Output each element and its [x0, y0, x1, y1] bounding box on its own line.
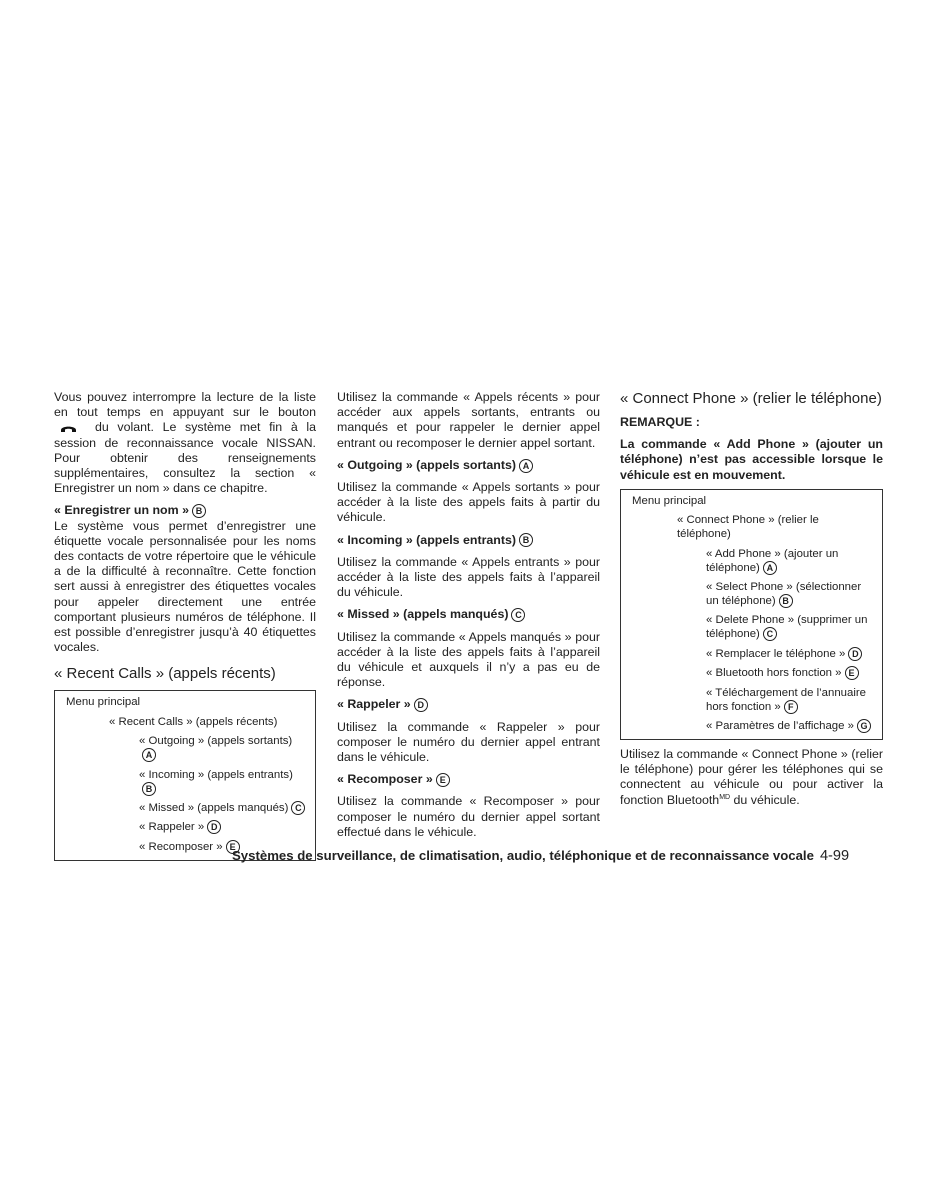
- menu-tree-connect-phone: [620, 489, 883, 740]
- paragraph-incoming: Utilisez la commande « Appels entrants » pour accéder à la liste des appels faits à l’appareil du véhicule.: [337, 554, 600, 600]
- paragraph-interrupt: [54, 390, 316, 496]
- menu-item-label: « Delete Phone » (supprimer un téléphone): [706, 614, 868, 641]
- section-title-recent-calls: « Recent Calls » (appels récents): [54, 665, 276, 683]
- badge: A: [519, 459, 533, 473]
- heading-text: « Recomposer »: [337, 772, 433, 787]
- trademark-sup: MD: [719, 793, 731, 801]
- menu-item: [66, 801, 307, 815]
- badge: D: [414, 698, 428, 712]
- menu-tree-recent-calls: [54, 690, 316, 860]
- heading-text: « Enregistrer un nom »: [54, 503, 189, 518]
- menu-item: [66, 820, 307, 834]
- heading-missed: [337, 607, 600, 622]
- menu-root: Menu principal: [632, 494, 707, 507]
- badge: C: [291, 801, 305, 815]
- paragraph-missed: Utilisez la commande « Appels manqués » pour accéder à la liste des appels faits à l’appareil du véhicule et auxquels il n’y a pas eu de réponse.: [337, 629, 600, 690]
- paragraph-text: Utilisez la commande « Connect Phone » (relier le téléphone) pour gérer les téléphones qui se connectent au véhicule ou pour activer la fonction Bluetooth: [620, 747, 883, 807]
- heading-outgoing: [337, 458, 600, 473]
- badge: B: [779, 594, 793, 608]
- paragraph-outgoing: Utilisez la commande « Appels sortants » pour accéder à la liste des appels faits à partir du véhicule.: [337, 480, 600, 525]
- menu-sub: « Recent Calls » (appels récents): [109, 715, 278, 728]
- badge: G: [857, 719, 871, 733]
- badge: E: [845, 666, 859, 680]
- badge: C: [511, 608, 525, 622]
- menu-item-label: « Recomposer »: [139, 840, 223, 853]
- chapter-title: Systèmes de surveillance, de climatisation, audio, téléphonique et de reconnaissance vocale: [232, 848, 814, 863]
- badge: B: [192, 504, 206, 518]
- heading-text: « Outgoing » (appels sortants): [337, 457, 516, 472]
- paragraph-intro: Utilisez la commande « Appels récents » pour accéder aux appels sortants, entrants ou manqués et pour rappeler le dernier appel entrant ou recomposer le dernier appel sortant.: [337, 390, 600, 450]
- menu-item: [632, 666, 874, 680]
- paragraph-text: du véhicule.: [730, 792, 800, 807]
- page-number: 4-99: [819, 848, 850, 864]
- badge: D: [207, 820, 221, 834]
- heading-text: « Incoming » (appels entrants): [337, 532, 517, 547]
- phone-end-icon: [60, 424, 77, 433]
- menu-item: [66, 768, 307, 796]
- paragraph-text: Vous pouvez interrompre la lecture de la liste en tout temps en appuyant sur le bouton: [54, 390, 316, 420]
- badge: F: [784, 700, 798, 714]
- menu-item-label: « Remplacer le téléphone »: [706, 647, 846, 660]
- badge: B: [519, 533, 533, 547]
- badge: A: [142, 748, 156, 762]
- menu-item-label: « Bluetooth hors fonction »: [706, 667, 842, 680]
- menu-item: [632, 580, 874, 608]
- menu-item-label: « Select Phone » (sélectionner un téléphone): [706, 581, 862, 608]
- menu-item-label: « Paramètres de l’affichage »: [706, 720, 854, 733]
- menu-item: [66, 734, 307, 762]
- paragraph-recomposer: Utilisez la commande « Recomposer » pour composer le numéro du dernier appel sortant effectué dans le véhicule.: [337, 794, 600, 839]
- menu-item: [632, 719, 874, 733]
- remark-text: La commande « Add Phone » (ajouter un téléphone) n’est pas accessible lorsque le véhicule est en mouvement.: [620, 437, 883, 482]
- section-title-connect-phone: « Connect Phone » (relier le téléphone): [620, 390, 882, 407]
- badge: B: [142, 782, 156, 796]
- heading-enregistrer: [54, 503, 316, 518]
- badge: C: [763, 627, 777, 641]
- menu-item: [632, 613, 874, 641]
- menu-item-label: « Add Phone » (ajouter un téléphone): [706, 547, 839, 574]
- badge: E: [226, 840, 240, 854]
- badge: E: [436, 773, 450, 787]
- heading-text: « Missed » (appels manqués): [337, 607, 509, 622]
- menu-item: [632, 547, 874, 575]
- heading-text: « Rappeler »: [337, 697, 411, 712]
- paragraph-text: du volant. Le système met fin à la session de reconnaissance vocale NISSAN. Pour obtenir des renseignements supplémentaires, consultez la section « Enregistrer un nom » dans ce chapitre.: [54, 420, 316, 496]
- badge: A: [763, 561, 777, 575]
- menu-item: [632, 686, 874, 714]
- paragraph-connect-phone: [620, 747, 883, 808]
- heading-recomposer: [337, 772, 600, 787]
- paragraph-enregistrer: Le système vous permet d’enregistrer une étiquette vocale personnalisée pour les noms des contacts de votre répertoire que le véhicule a de la difficulté à reconnaître. Cette fonction sert aussi à enregistrer des étiquettes vocales pour appeler directement une entrée comportant plusieurs numéros de téléphone. Il est possible d’enregistrer jusqu’à 40 étiquettes vocales.: [54, 518, 316, 655]
- heading-incoming: [337, 533, 600, 548]
- menu-item-label: « Téléchargement de l’annuaire hors fonction »: [706, 686, 866, 713]
- column-middle: [337, 390, 600, 840]
- heading-rappeler: [337, 697, 600, 712]
- page-footer: [232, 848, 884, 864]
- column-right: [620, 390, 883, 808]
- menu-item-label: « Rappeler »: [139, 821, 205, 834]
- paragraph-rappeler: Utilisez la commande « Rappeler » pour composer le numéro du dernier appel entrant dans le véhicule.: [337, 719, 600, 765]
- column-left: [54, 390, 316, 861]
- menu-sub: « Connect Phone » (relier le téléphone): [677, 514, 819, 541]
- menu-item: [632, 647, 874, 661]
- menu-root: Menu principal: [66, 696, 141, 709]
- menu-item-label: « Outgoing » (appels sortants): [139, 735, 293, 748]
- menu-item-label: « Incoming » (appels entrants): [139, 768, 293, 781]
- menu-item-label: « Missed » (appels manqués): [139, 802, 289, 815]
- remark-label: REMARQUE :: [620, 415, 700, 429]
- badge: D: [848, 647, 862, 661]
